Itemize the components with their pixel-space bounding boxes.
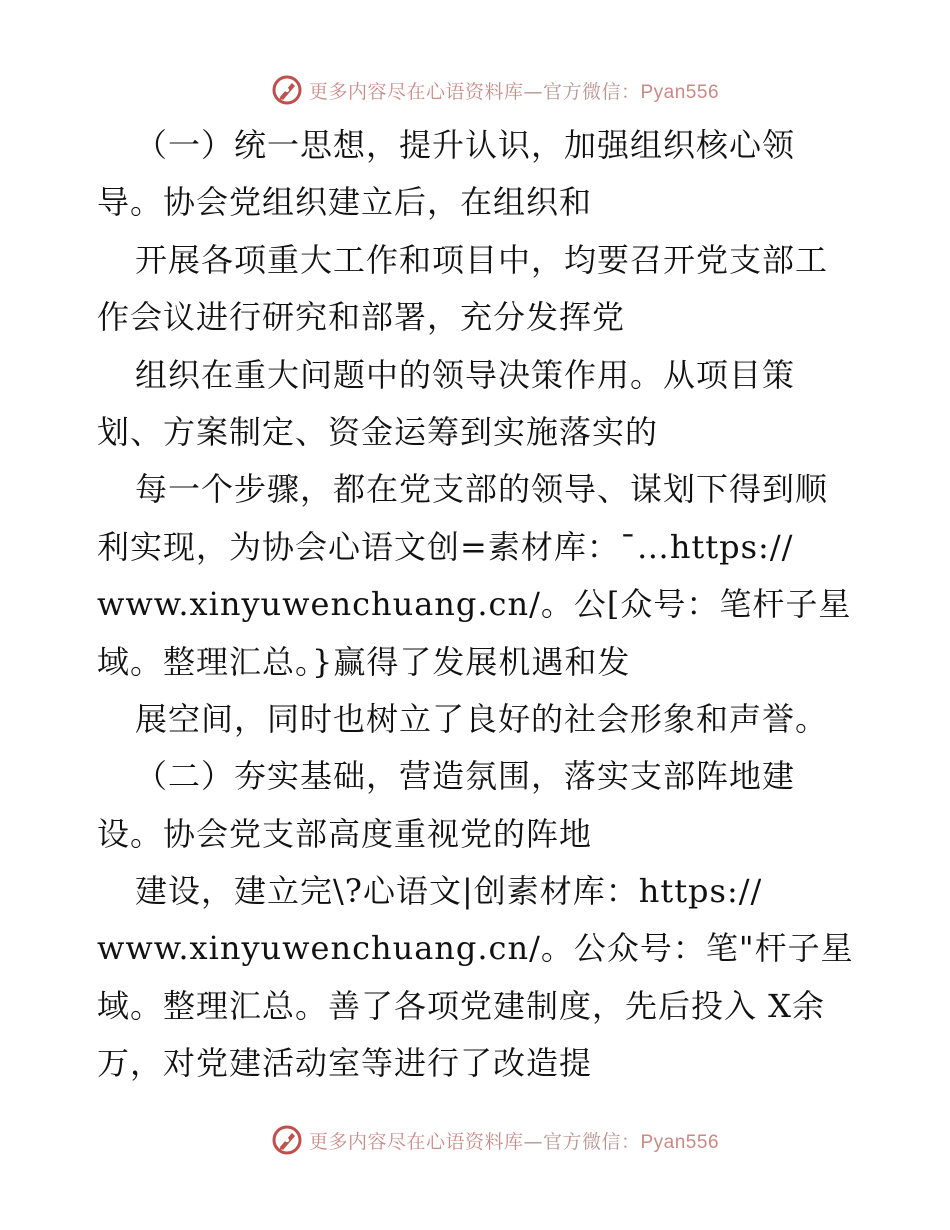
body-line: 域。整理汇总。}赢得了发展机遇和发: [97, 642, 631, 681]
pen-seal-icon: [271, 74, 303, 106]
header-banner-text: [309, 77, 719, 104]
body-line: （二）夯实基础，营造氛围，落实支部阵地建: [135, 757, 796, 796]
body-line: www.xinyuwenchuang.cn/。公众号：笔"杆子星: [97, 929, 854, 968]
body-line: 作会议进行研究和部署，充分发挥党: [97, 298, 626, 337]
body-line: 导。协会党组织建立后，在组织和: [97, 183, 593, 222]
header-banner-main: 更多内容尽在心语资料库: [308, 80, 524, 103]
body-line: 万，对党建活动室等进行了改造提: [97, 1044, 593, 1083]
footer-banner-id: Pyan556: [640, 1131, 720, 1153]
body-line: 域。整理汇总。善了各项党建制度，先后投入 X余: [97, 986, 825, 1025]
body-line: www.xinyuwenchuang.cn/。公[众号：笔杆子星: [97, 585, 852, 624]
body-line: 每一个步骤，都在党支部的领导、谋划下得到顺: [135, 470, 829, 509]
document-body: [97, 117, 867, 1093]
body-line: 利实现，为协会心语文创=素材库：¯…https://: [97, 527, 794, 566]
footer-banner-content: [271, 1124, 719, 1156]
header-banner-id: Pyan556: [640, 81, 720, 103]
header-banner-dash: —: [523, 80, 543, 103]
body-line: 展空间，同时也树立了良好的社会形象和声誉。: [135, 699, 829, 738]
footer-banner-main: 更多内容尽在心语资料库: [308, 1130, 524, 1153]
footer-banner-sub: 官方微信：: [542, 1130, 641, 1153]
body-line: 设。协会党支部高度重视党的阵地: [97, 814, 593, 853]
header-banner: [0, 70, 950, 110]
body-line: 组织在重大问题中的领导决策作用。从项目策: [135, 355, 796, 394]
header-banner-content: [271, 74, 719, 106]
body-line: 开展各项重大工作和项目中，均要召开党支部工: [135, 240, 829, 279]
header-banner-sub: 官方微信：: [542, 80, 641, 103]
body-line: 建设，建立完\?心语文|创素材库：https://: [135, 872, 763, 911]
footer-banner-text: [309, 1127, 719, 1154]
pen-seal-icon: [271, 1124, 303, 1156]
body-line: （一）统一思想，提升认识，加强组织核心领: [135, 126, 796, 164]
body-line: 划、方案制定、资金运筹到实施落实的: [97, 412, 659, 451]
footer-banner-dash: —: [523, 1130, 543, 1153]
footer-banner: [0, 1120, 950, 1160]
